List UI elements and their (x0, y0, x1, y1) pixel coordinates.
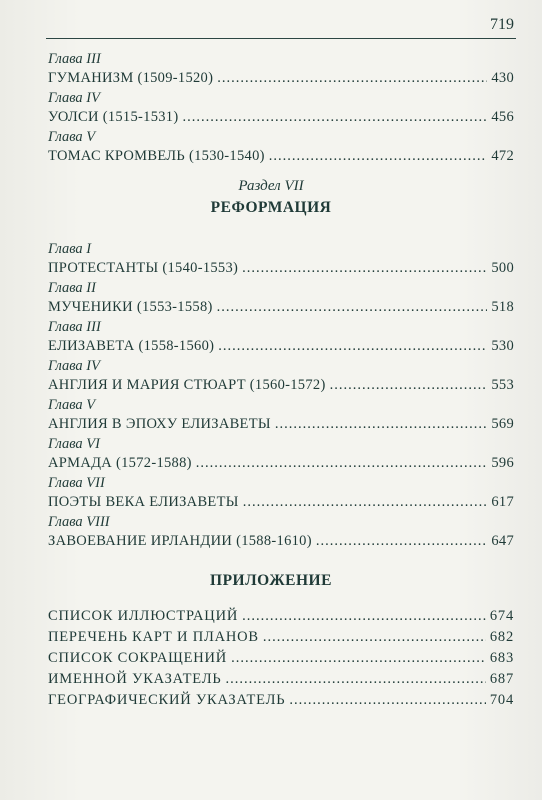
entry-page: 569 (491, 416, 514, 432)
toc-entry (48, 690, 514, 711)
toc-entry (48, 146, 514, 167)
entry-title: ТОМАС КРОМВЕЛЬ (1530-1540) (48, 148, 265, 164)
dot-leader (217, 297, 488, 318)
toc-entry (48, 669, 514, 690)
entry-page: 682 (489, 629, 514, 645)
entry-title: СПИСОК СОКРАЩЕНИЙ (48, 650, 228, 666)
toc-group (48, 474, 514, 513)
entry-title: ПРОТЕСТАНТЫ (1540-1553) (48, 260, 239, 276)
page-number: 719 (490, 16, 514, 33)
toc-group (48, 50, 514, 89)
dot-leader (231, 648, 486, 669)
entry-page: 647 (491, 533, 514, 549)
toc-group (48, 240, 514, 279)
chapter-label: Глава V (48, 129, 96, 145)
dot-leader (269, 146, 488, 167)
entry-page: 530 (491, 338, 514, 354)
dot-leader (182, 107, 487, 128)
toc-entry (48, 492, 514, 513)
dot-leader (275, 414, 488, 435)
toc-entry (48, 606, 514, 627)
toc-entry (48, 336, 514, 357)
chapter-label: Глава III (48, 51, 101, 67)
entry-title: ГУМАНИЗМ (1509-1520) (48, 70, 214, 86)
chapter-label: Глава VIII (48, 514, 110, 530)
chapter-label: Глава VI (48, 436, 100, 452)
entry-page: 596 (491, 455, 514, 471)
entry-title: ПОЭТЫ ВЕКА ЕЛИЗАВЕТЫ (48, 494, 239, 510)
chapter-label: Глава IV (48, 358, 100, 374)
entry-title: АНГЛИЯ В ЭПОХУ ЕЛИЗАВЕТЫ (48, 416, 271, 432)
chapter-label: Глава V (48, 397, 96, 413)
toc-appendix (48, 606, 514, 711)
chapter-label: Глава III (48, 319, 101, 335)
toc-entry (48, 414, 514, 435)
entry-title: СПИСОК ИЛЛЮСТРАЦИЙ (48, 608, 239, 624)
entry-page: 674 (489, 608, 514, 624)
toc-entry (48, 648, 514, 669)
dot-leader (242, 258, 487, 279)
section-label: Раздел VII (238, 178, 304, 194)
entry-page: 683 (489, 650, 514, 666)
entry-page: 687 (489, 671, 514, 687)
dot-leader (217, 68, 487, 89)
toc-entry (48, 68, 514, 89)
toc-group (48, 128, 514, 167)
entry-page: 704 (489, 692, 514, 708)
entry-page: 518 (491, 299, 514, 315)
entry-page: 500 (491, 260, 514, 276)
entry-page: 553 (491, 377, 514, 393)
appendix-title: ПРИЛОЖЕНИЕ (210, 572, 332, 589)
entry-title: АНГЛИЯ И МАРИЯ СТЮАРТ (1560-1572) (48, 377, 326, 393)
dot-leader (226, 669, 486, 690)
dot-leader (289, 690, 485, 711)
entry-title: УОЛСИ (1515-1531) (48, 109, 179, 125)
entry-page: 430 (491, 70, 514, 86)
toc-group (48, 89, 514, 128)
toc-entry (48, 375, 514, 396)
dot-leader (263, 627, 486, 648)
dot-leader (330, 375, 488, 396)
entry-title: МУЧЕНИКИ (1553-1558) (48, 299, 213, 315)
entry-title: ЕЛИЗАВЕТА (1558-1560) (48, 338, 215, 354)
toc-group (48, 396, 514, 435)
toc-group (48, 318, 514, 357)
dot-leader (218, 336, 487, 357)
chapter-label: Глава IV (48, 90, 100, 106)
chapter-label: Глава I (48, 241, 92, 257)
dot-leader (316, 531, 487, 552)
toc-group (48, 357, 514, 396)
entry-title: ИМЕННОЙ УКАЗАТЕЛЬ (48, 671, 222, 687)
toc-entry (48, 107, 514, 128)
dot-leader (196, 453, 488, 474)
toc-entry (48, 297, 514, 318)
toc-group (48, 513, 514, 552)
dot-leader (243, 492, 488, 513)
entry-title: ПЕРЕЧЕНЬ КАРТ И ПЛАНОВ (48, 629, 259, 645)
toc-entry (48, 258, 514, 279)
toc-part-1 (48, 50, 514, 167)
entry-page: 472 (491, 148, 514, 164)
chapter-label: Глава II (48, 280, 96, 296)
toc-entry (48, 627, 514, 648)
entry-title: АРМАДА (1572-1588) (48, 455, 192, 471)
toc-group (48, 279, 514, 318)
section-title: РЕФОРМАЦИЯ (210, 199, 332, 216)
toc-entry (48, 453, 514, 474)
toc-group (48, 435, 514, 474)
entry-title: ЗАВОЕВАНИЕ ИРЛАНДИИ (1588-1610) (48, 533, 312, 549)
chapter-label: Глава VII (48, 475, 105, 491)
header-rule (46, 38, 516, 39)
entry-title: ГЕОГРАФИЧЕСКИЙ УКАЗАТЕЛЬ (48, 692, 286, 708)
entry-page: 617 (491, 494, 514, 510)
entry-page: 456 (491, 109, 514, 125)
toc-part-2 (48, 240, 514, 552)
dot-leader (242, 606, 486, 627)
toc-entry (48, 531, 514, 552)
